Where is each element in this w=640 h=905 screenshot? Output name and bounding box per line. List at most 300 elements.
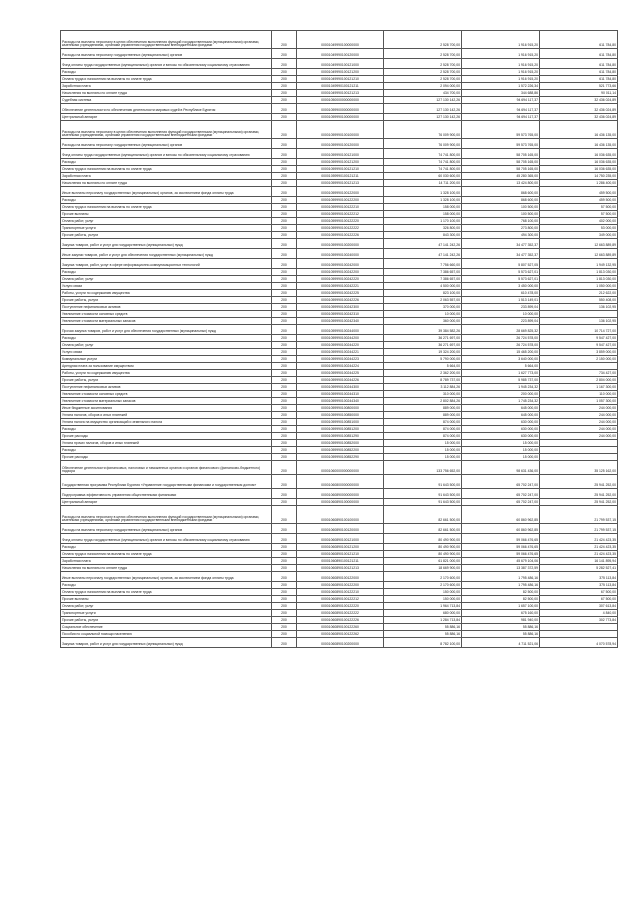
row-executed: 1 916 915,20 [462,49,540,59]
row-approved: 5 790 000,00 [384,356,462,363]
table-row [61,624,618,631]
row-name: Расходы [61,426,272,433]
row-executed: 645 000,00 [462,412,540,419]
row-executed: 98 631 436,00 [462,461,540,475]
row-kbk: 00001060890100121210 [297,551,384,558]
table-row [61,454,618,461]
row-code: 200 [272,59,297,69]
row-executed: 34 477 352,37 [462,239,540,249]
row-approved: 1 328 100,00 [384,187,462,197]
table-row [61,461,618,475]
row-unexecuted: 244 000,00 [540,433,618,440]
row-code: 200 [272,624,297,631]
row-code: 200 [272,461,297,475]
row-kbk: 00001059990100122210 [297,204,384,211]
row-kbk: 00001059990100121210 [297,166,384,173]
row-unexecuted: 57 500,00 [540,211,618,218]
row-name: Расходы на выплаты персоналу государственных (муниципальных) органов [61,139,272,149]
row-name: Расходы [61,582,272,589]
row-name: Работы, услуги по содержанию имущества [61,370,272,377]
row-name: Государственная программа Республики Бурятия «Управление государственными финансами и государственным долгом» [61,475,272,489]
row-executed: 630 000,00 [462,433,540,440]
row-executed: 630 000,00 [462,419,540,426]
row-unexecuted: 521 773,66 [540,83,618,90]
row-approved: 150 000,00 [384,596,462,603]
row-kbk: 00001059990100242220 [297,276,384,283]
row-kbk: 00001060890100100000 [297,506,384,524]
table-row [61,363,618,370]
row-unexecuted: 349 000,00 [540,232,618,239]
row-approved: 60 030 600,00 [384,173,462,180]
table-row [61,349,618,356]
row-name: Закупка товаров, работ, услуг в сфере информационно-коммуникационных технологий [61,259,272,269]
row-executed: 55 886,16 [462,631,540,638]
row-name: Расходы на выплаты персоналу государственных (муниципальных) органов [61,49,272,59]
row-approved: 7 386 657,00 [384,269,462,276]
row-approved: 2 528 700,00 [384,49,462,59]
row-executed: 200 000,00 [462,391,540,398]
row-code: 200 [272,232,297,239]
row-approved: 4 500 000,00 [384,283,462,290]
row-executed: 13 424 800,00 [462,180,540,187]
row-unexecuted: 244 000,00 [540,419,618,426]
row-kbk: 00001059990100850000 [297,412,384,419]
row-kbk: 00001059990100244000 [297,325,384,335]
row-unexecuted [540,311,618,318]
row-code: 200 [272,551,297,558]
table-row [61,139,618,149]
row-approved: 10 000,00 [384,311,462,318]
row-code: 200 [272,159,297,166]
row-name: Оплата труда и начисления на выплаты по оплате труда [61,589,272,596]
row-approved: 76 009 900,00 [384,139,462,149]
row-code: 200 [272,304,297,311]
row-executed: 55 886,16 [462,624,540,631]
row-kbk: 00001049990100000000 [297,31,384,49]
row-approved: 80 490 900,00 [384,551,462,558]
row-executed: 15 000,00 [462,447,540,454]
table-row [61,631,618,638]
row-executed: 15 000,00 [462,440,540,447]
row-code: 200 [272,565,297,572]
table-row [61,225,618,232]
row-name: Услуги связи [61,349,272,356]
row-executed: 59 066 476,65 [462,551,540,558]
row-unexecuted: 307 613,84 [540,603,618,610]
row-executed: 1 916 915,20 [462,31,540,49]
row-executed: 1 916 915,20 [462,59,540,69]
row-kbk: 00001059990100122220 [297,218,384,225]
row-code: 200 [272,572,297,582]
row-approved: 680 000,00 [384,610,462,617]
row-kbk: 00001059990100242226 [297,297,384,304]
row-approved: 158 000,00 [384,204,462,211]
row-unexecuted [540,440,618,447]
row-code: 200 [272,454,297,461]
row-executed: 26 724 578,00 [462,342,540,349]
row-code: 200 [272,489,297,499]
table-row [61,603,618,610]
row-unexecuted: 5 282 527,41 [540,565,618,572]
row-code: 200 [272,506,297,524]
row-name: Расходы на выплаты персоналу в целях обеспечения выполнения функций государственными (муниципальными) органами, казенными учреждениями, органами управления государственными внебюджетными фондами [61,31,272,49]
table-row [61,589,618,596]
row-unexecuted: 1 813 030,00 [540,269,618,276]
row-kbk: 00001059990100244221 [297,349,384,356]
row-kbk: 00001060890100122226 [297,617,384,624]
row-code: 200 [272,524,297,534]
row-kbk: 00001059990100121000 [297,149,384,159]
row-unexecuted: 21 424 423,35 [540,544,618,551]
row-unexecuted: 375 113,84 [540,572,618,582]
row-code: 200 [272,149,297,159]
row-code: 200 [272,419,297,426]
row-kbk: 00001059990100122226 [297,232,384,239]
row-name: Социальное обеспечение [61,624,272,631]
row-approved: 19 324 200,00 [384,349,462,356]
table-row [61,211,618,218]
row-code: 200 [272,589,297,596]
row-name: Расходы [61,335,272,342]
row-name: Расходы [61,197,272,204]
row-kbk: 00001049990100120000 [297,49,384,59]
table-row [61,166,618,173]
row-name: Оплата труда и начисления на выплаты по оплате труда [61,76,272,83]
row-name: Расходы [61,69,272,76]
row-executed: 94 694 117,37 [462,114,540,121]
row-unexecuted: 9 547 427,00 [540,335,618,342]
row-approved: 2 802 884,26 [384,398,462,405]
row-executed: 630 000,00 [462,426,540,433]
row-kbk: 00001059990100000000 [297,114,384,121]
row-approved: 18 669 900,00 [384,565,462,572]
row-approved: 127 130 142,26 [384,104,462,114]
row-kbk: 00001059990100244226 [297,377,384,384]
row-executed: 15 465 200,00 [462,349,540,356]
table-row [61,180,618,187]
row-executed: 58 705 165,00 [462,159,540,166]
row-kbk: 00001060890100122000 [297,572,384,582]
row-code: 200 [272,384,297,391]
table-row [61,76,618,83]
row-name: Центральный аппарат [61,499,272,506]
table-row [61,610,618,617]
row-name: Коммунальные услуги [61,356,272,363]
table-row [61,197,618,204]
row-approved: 1 170 100,00 [384,218,462,225]
row-code: 200 [272,391,297,398]
table-row [61,114,618,121]
row-kbk: 00001050000000000000 [297,97,384,104]
row-unexecuted: 35 125 162,00 [540,461,618,475]
row-unexecuted: 32 436 024,89 [540,97,618,104]
row-name: Расходы на выплаты персоналу государственных (муниципальных) органов [61,524,272,534]
row-code: 200 [272,370,297,377]
row-code: 200 [272,297,297,304]
row-kbk: 00001059990100244223 [297,356,384,363]
row-approved: 5 664,00 [384,363,462,370]
table-row [61,69,618,76]
row-code: 200 [272,197,297,204]
row-name: Центральный аппарат [61,114,272,121]
row-name: Уплата налога на имущество организаций и земельного налога [61,419,272,426]
table-row [61,398,618,405]
row-approved: 2 528 700,00 [384,76,462,83]
row-approved: 3 112 884,26 [384,384,462,391]
table-row [61,572,618,582]
row-unexecuted: 110 000,00 [540,391,618,398]
row-name: Поступление нефинансовых активов [61,384,272,391]
row-approved: 2 170 600,00 [384,582,462,589]
row-name: Расходы на выплаты персоналу в целях обеспечения выполнения функций государственными (муниципальными) органами, казенными учреждениями, органами управления государственными внебюджетными фондами [61,506,272,524]
row-name: Расходы [61,544,272,551]
row-approved: 55 886,16 [384,624,462,631]
table-row [61,638,618,648]
row-code: 200 [272,617,297,624]
row-unexecuted: 25 941 252,00 [540,499,618,506]
row-approved: 2 528 700,00 [384,59,462,69]
row-kbk: 00001059990100852000 [297,440,384,447]
row-executed: 1 916 915,20 [462,69,540,76]
row-unexecuted: 1 050 000,00 [540,283,618,290]
row-kbk: 00001059990100121211 [297,173,384,180]
row-approved: 15 000,00 [384,447,462,454]
row-kbk: 00001060800000000000 [297,475,384,489]
row-unexecuted: 67 500,00 [540,589,618,596]
table-row [61,426,618,433]
row-code: 200 [272,104,297,114]
table-row [61,544,618,551]
table-row [61,97,618,104]
row-executed: 82 500,00 [462,596,540,603]
table-body [61,31,618,648]
row-approved: 47 141 242,26 [384,239,462,249]
row-name: Увеличение стоимости основных средств [61,391,272,398]
row-approved: 74 741 800,00 [384,159,462,166]
row-approved: 91 643 500,00 [384,475,462,489]
row-code: 200 [272,582,297,589]
row-approved: 91 643 500,00 [384,489,462,499]
row-executed: 1 657 100,00 [462,603,540,610]
row-kbk: 00001059990100122212 [297,211,384,218]
row-unexecuted: 53 000,00 [540,225,618,232]
row-kbk: 00001060890100120000 [297,524,384,534]
row-executed: 768 100,00 [462,218,540,225]
row-name: Фонд оплаты труда государственных (муниципальных) органов и взносы по обязательному социальному страхованию [61,59,272,69]
row-kbk: 00001060890100122210 [297,589,384,596]
row-kbk: 00001059990100244224 [297,363,384,370]
row-code: 200 [272,426,297,433]
row-unexecuted: 21 424 423,35 [540,534,618,544]
table-row [61,297,618,304]
row-executed: 3 640 000,00 [462,356,540,363]
row-unexecuted: 2 804 000,00 [540,377,618,384]
row-unexecuted: 25 941 252,00 [540,489,618,499]
table-row [61,59,618,69]
row-code: 200 [272,405,297,412]
row-unexecuted: 9 547 427,00 [540,342,618,349]
row-name: Заработная плата [61,173,272,180]
row-kbk: 00001059900000000000 [297,104,384,114]
row-name: Оплата работ, услуг [61,218,272,225]
row-executed: 65 702 247,00 [462,475,540,489]
table-row [61,440,618,447]
row-name: Начисления на выплаты по оплате труда [61,565,272,572]
row-executed: 868 600,00 [462,197,540,204]
row-unexecuted [540,631,618,638]
row-executed: 34 477 352,37 [462,249,540,259]
row-unexecuted: 550 408,00 [540,297,618,304]
row-name: Обеспечение деятельности финансовых, налоговых и таможенных органов и органов финансового (финансово-бюджетного) надзора [61,461,272,475]
row-kbk: 00001049990100121211 [297,83,384,90]
row-executed: 645 000,00 [462,405,540,412]
row-executed: 1 745 234,32 [462,398,540,405]
row-approved: 360 000,00 [384,318,462,325]
table-row [61,489,618,499]
row-executed: 5 573 627,01 [462,276,540,283]
row-unexecuted: 302 773,84 [540,617,618,624]
row-name: Фонд оплаты труда государственных (муниципальных) органов и взносы по обязательному социальному страхованию [61,534,272,544]
row-name: Фонд оплаты труда государственных (муниципальных) органов и взносы по обязательному социальному страхованию [61,149,272,159]
row-kbk: 00001060890000000000 [297,489,384,499]
row-approved: 127 130 142,26 [384,97,462,104]
row-code: 200 [272,318,297,325]
row-name: Иные выплаты персоналу государственных (муниципальных) органов, за исключением фонда оплаты труда [61,572,272,582]
row-unexecuted: 12 663 889,89 [540,249,618,259]
row-kbk: 00001059990100242340 [297,318,384,325]
table-row [61,342,618,349]
row-approved: 74 741 800,00 [384,166,462,173]
row-code: 200 [272,475,297,489]
row-executed: 5 985 737,00 [462,377,540,384]
row-approved: 8 782 100,00 [384,638,462,648]
row-approved: 889 000,00 [384,405,462,412]
row-code: 200 [272,342,297,349]
row-code: 200 [272,83,297,90]
row-approved: 843 300,00 [384,232,462,239]
table-row [61,90,618,97]
row-approved: 80 490 900,00 [384,534,462,544]
row-unexecuted: 1 813 030,00 [540,276,618,283]
row-code: 200 [272,638,297,648]
row-kbk: 00001059990100122222 [297,225,384,232]
row-kbk: 00001059990100242221 [297,283,384,290]
row-code: 200 [272,249,297,259]
table-row [61,551,618,558]
row-name: Оплата труда и начисления на выплаты по оплате труда [61,204,272,211]
row-approved: 80 490 900,00 [384,544,462,551]
row-kbk: 00001059990100244225 [297,370,384,377]
row-name: Увеличение стоимости материальных запасов [61,318,272,325]
row-unexecuted: 244 000,00 [540,426,618,433]
row-kbk: 00001059990100851200 [297,426,384,433]
row-executed: 5 573 627,01 [462,269,540,276]
row-approved: 1 328 100,00 [384,197,462,204]
row-code: 200 [272,499,297,506]
table-row [61,259,618,269]
row-executed: 13 387 372,59 [462,565,540,572]
row-kbk: 00001059990100852200 [297,447,384,454]
budget-execution-table [60,30,618,648]
row-approved: 91 643 500,00 [384,499,462,506]
row-unexecuted: 16 036 635,00 [540,159,618,166]
row-kbk: 00001059990100121213 [297,180,384,187]
table-row [61,325,618,335]
row-name: Расходы на выплаты персоналу в целях обеспечения выполнения функций государственными (муниципальными) органами, казенными учреждениями, органами управления государственными внебюджетными фондами [61,121,272,139]
row-code: 200 [272,259,297,269]
row-kbk: 00001059990100244200 [297,335,384,342]
row-executed: 868 600,00 [462,187,540,197]
row-kbk: 00001060890100000000 [297,499,384,506]
row-code: 200 [272,596,297,603]
row-kbk: 00001059990100851000 [297,419,384,426]
row-kbk: 00001059990100851290 [297,433,384,440]
row-executed: 15 000,00 [462,454,540,461]
row-unexecuted: 734 427,00 [540,370,618,377]
row-approved: 15 000,00 [384,440,462,447]
row-unexecuted: 136 102,95 [540,318,618,325]
row-approved: 874 000,00 [384,433,462,440]
table-row [61,356,618,363]
row-approved: 370 000,00 [384,304,462,311]
row-executed: 1 795 486,16 [462,572,540,582]
row-code: 200 [272,49,297,59]
row-kbk: 00001049990100121213 [297,90,384,97]
row-code: 200 [272,276,297,283]
row-executed: 1 916 915,20 [462,76,540,83]
table-row [61,582,618,589]
row-executed: 58 705 165,00 [462,149,540,159]
table-row [61,276,618,283]
row-approved: 150 000,00 [384,589,462,596]
row-approved: 874 000,00 [384,419,462,426]
row-name: Прочие расходы [61,433,272,440]
row-kbk: 00001059990100852290 [297,454,384,461]
row-approved: 8 789 737,00 [384,377,462,384]
row-kbk: 00001060890100122212 [297,596,384,603]
row-executed: 26 724 578,00 [462,335,540,342]
row-executed: 45 679 104,06 [462,558,540,565]
row-name: Прочие выплаты [61,596,272,603]
row-name: Прочие работы, услуги [61,232,272,239]
row-kbk: 00001059990100242000 [297,259,384,269]
table-row [61,475,618,489]
row-code: 200 [272,76,297,83]
table-row [61,121,618,139]
row-kbk: 00001060890100122200 [297,582,384,589]
row-unexecuted: 16 036 635,00 [540,149,618,159]
table-row [61,239,618,249]
row-unexecuted: 611 784,80 [540,69,618,76]
row-code: 200 [272,335,297,342]
row-name: Оплата работ, услуг [61,276,272,283]
row-unexecuted: 21 424 423,35 [540,551,618,558]
row-executed: 59 066 476,65 [462,544,540,551]
row-approved: 39 384 582,26 [384,325,462,335]
row-approved: 74 741 800,00 [384,149,462,159]
row-code: 200 [272,114,297,121]
row-name: Иные выплаты персоналу государственных (муниципальных) органов, за исключением фонда оплаты труда [61,187,272,197]
table-row [61,433,618,440]
table-row [61,524,618,534]
row-kbk: 00001059990100244220 [297,342,384,349]
row-executed: 4 711 521,06 [462,638,540,648]
row-code: 200 [272,269,297,276]
row-kbk: 00001059990100200000 [297,239,384,249]
row-name: Иные закупки товаров, работ и услуг для обеспечения государственных (муниципальных) нужд [61,249,272,259]
row-approved: 47 141 242,26 [384,249,462,259]
row-executed: 3 450 000,00 [462,283,540,290]
